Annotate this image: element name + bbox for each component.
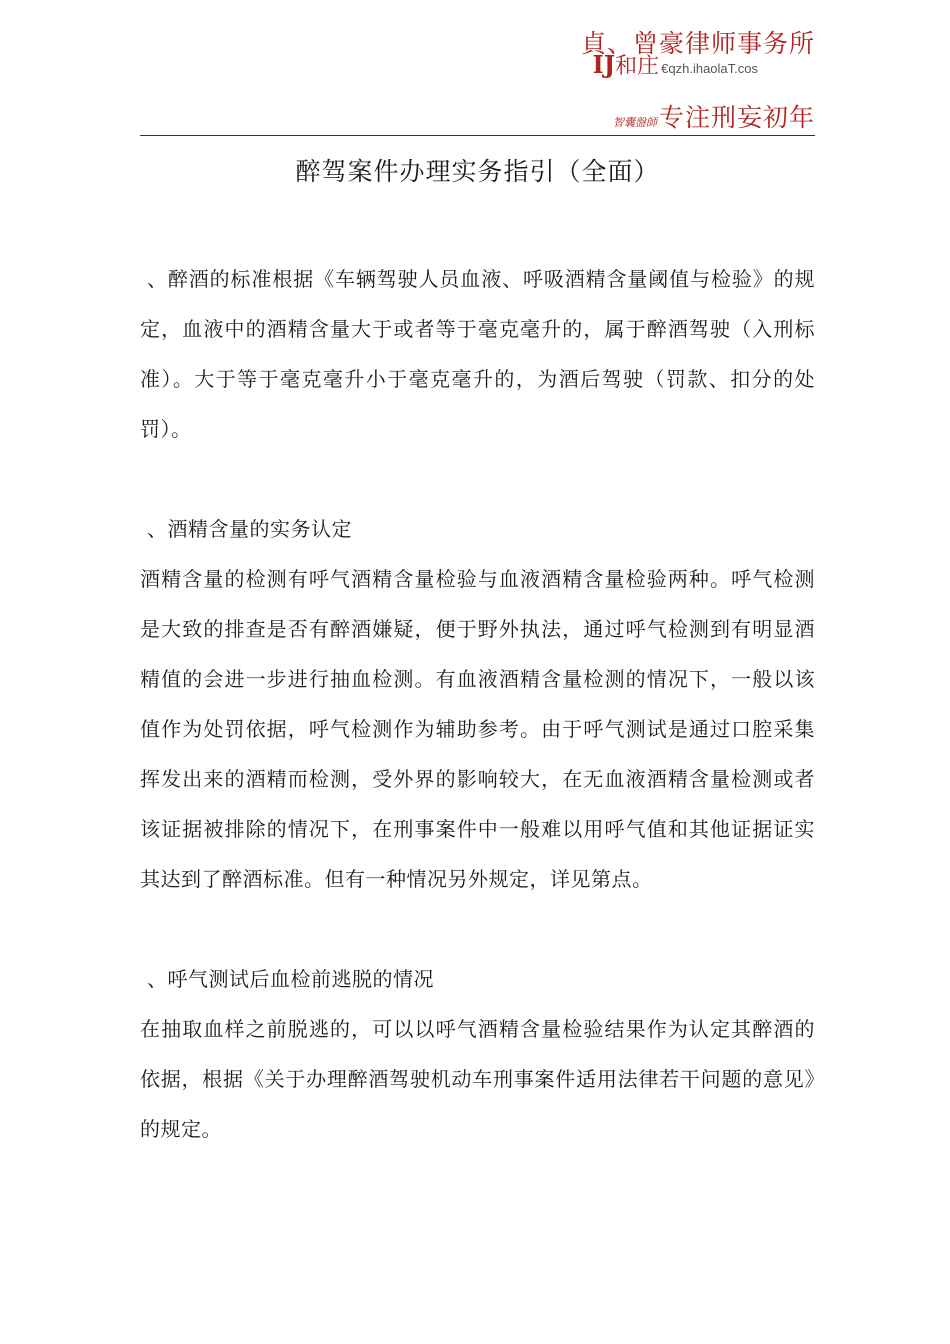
section-body: 酒精含量的检测有呼气酒精含量检验与血液酒精含量检验两种。呼气检测是大致的排查是否有醉酒嫌疑，便于野外执法，通过呼气检测到有明显酒精值的会进一步进行抽血检测。有血液酒精含量检测的情况下，一般以该值作为处罚依据，呼气检测作为辅助参考。由于呼气测试是通过口腔采集挥发出来的酒精而检测，受外界的影响较大，在无血液酒精含量检测或者该证据被排除的情况下，在刑事案件中一般难以用呼气值和其他证据证实其达到了醉酒标准。但有一种情况另外规定，详见第点。 <box>140 567 815 891</box>
firm-logo-mark: IJ <box>592 50 616 79</box>
section-body: 在抽取血样之前脱逃的，可以以呼气酒精含量检验结果作为认定其醉酒的依据，根据《关于办理醉酒驾驶机动车刑事案件适用法律若干问题的意见》的规定。 <box>140 1017 815 1141</box>
firm-logo-text: 和庄 <box>615 54 660 79</box>
slogan-row <box>613 98 815 134</box>
section-alcohol-determination <box>140 504 815 904</box>
letterhead <box>140 18 815 136</box>
section-heading: 、呼气测试后血检前逃脱的情况 <box>147 967 434 991</box>
section-drunk-standard <box>140 254 815 454</box>
section-heading: 、酒精含量的实务认定 <box>147 517 352 541</box>
document-title: 醉驾案件办理实务指引（全面） <box>295 157 660 186</box>
firm-slogan: 专注刑妄初年 <box>658 103 815 132</box>
section-body: 、醉酒的标准根据《车辆驾驶人员血液、呼吸酒精含量阈值与检验》的规定，血液中的酒精含量大于或者等于毫克毫升的，属于醉酒驾驶（入刑标准）。大于等于毫克毫升小于毫克毫升的，为酒后驾驶（罚款、扣分的处罚）。 <box>140 267 815 441</box>
firm-website: €qzh.ihaolaT.cos <box>661 61 758 76</box>
header-divider <box>140 135 815 136</box>
logo-row <box>593 50 758 84</box>
document-body <box>140 254 815 1154</box>
firm-name: 貞、曾豪律师事务所 <box>580 29 815 58</box>
slogan-small-text: 智囊盤師 <box>612 116 657 129</box>
section-escape-before-blood-test <box>140 954 815 1154</box>
